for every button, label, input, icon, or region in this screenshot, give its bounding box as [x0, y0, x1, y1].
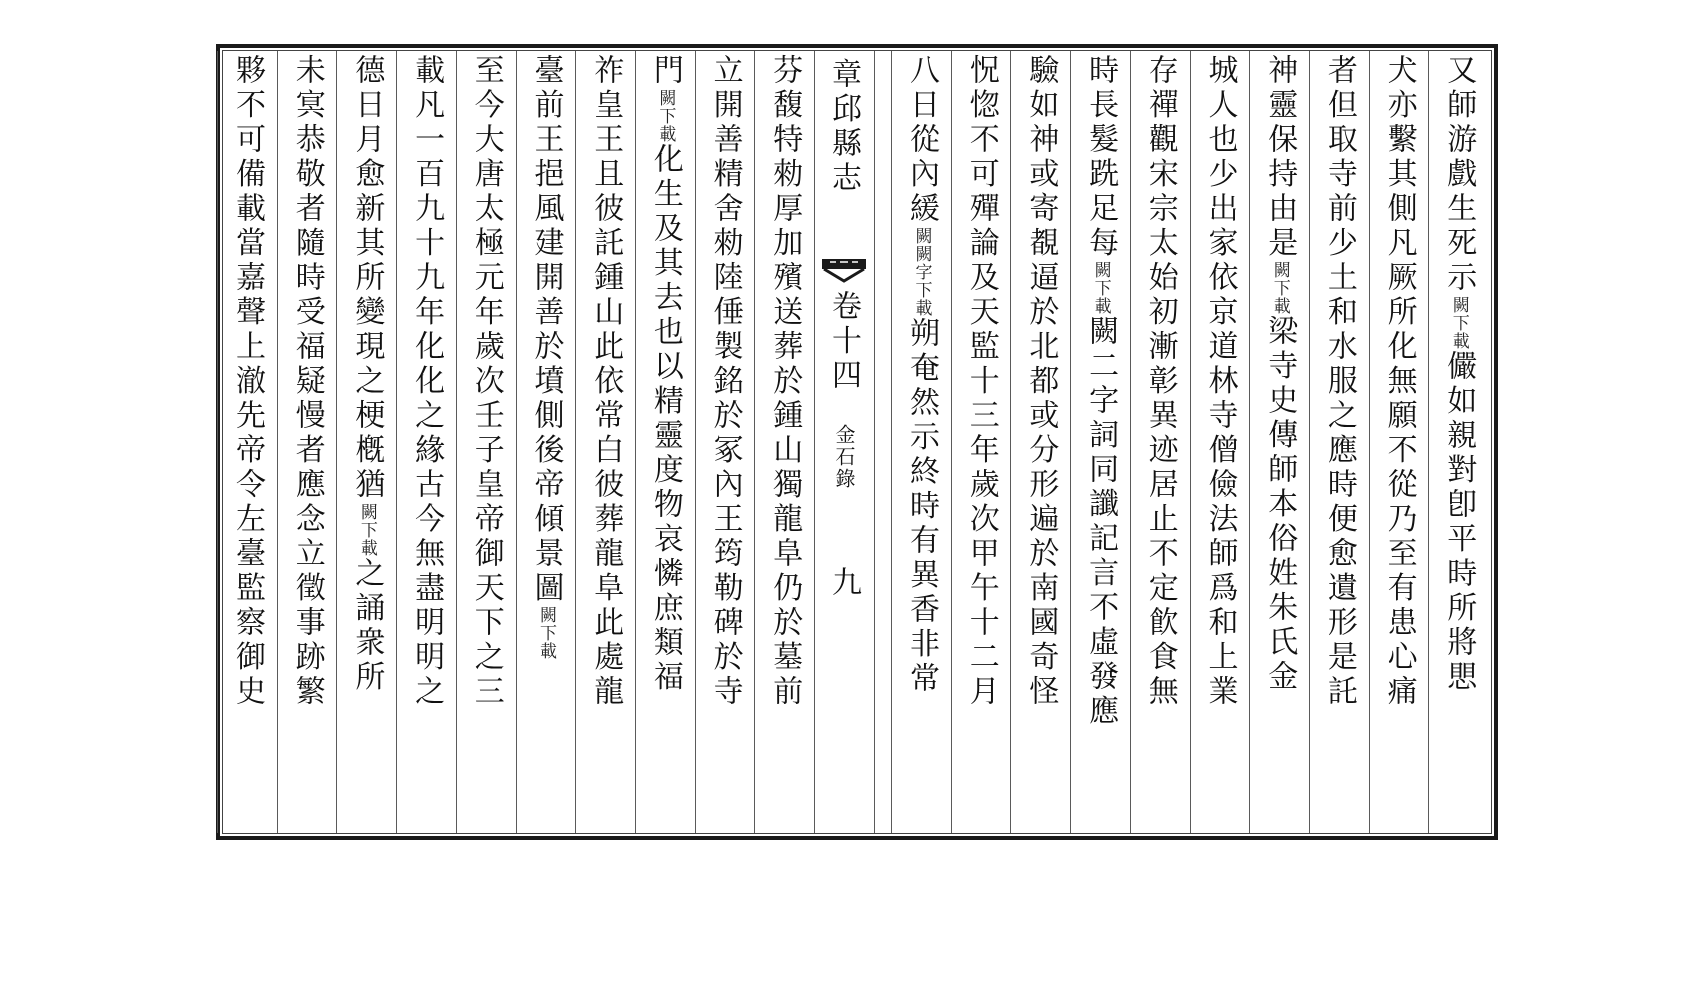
column-text: 載凡一百九十九年化化之緣古今無盡明明之 [409, 54, 445, 710]
center-spine [814, 54, 874, 830]
column-rule [891, 51, 892, 833]
column-text: 臺前王挹風建開善於墳側後帝傾景圖 [528, 54, 564, 606]
column-text: 城人也少出家依京道林寺僧儉法師爲和上業 [1202, 54, 1238, 710]
spine-section-title: 金石錄 [832, 424, 856, 490]
text-column [1249, 54, 1309, 830]
column-text: 犬亦繫其側凡厥所化無願不從乃至有患心痛 [1381, 54, 1417, 710]
column-text: 儼如親對卽平時所將愳 [1441, 349, 1477, 695]
column-text: 至今大唐太極元年歲次壬子皇帝御天下之三 [468, 54, 504, 710]
text-column [695, 54, 755, 830]
column-text: 又師游戲生死示 [1441, 54, 1477, 296]
spine-volume: 卷十四 [826, 290, 861, 394]
interlinear-note: 闕下載 [1090, 261, 1111, 315]
text-column [396, 54, 456, 830]
text-column [1070, 54, 1130, 830]
text-column [456, 54, 516, 830]
interlinear-note: 闕闕字下載 [911, 226, 932, 317]
column-text: 祚皇王且彼託鍾山此依常白彼葬龍阜此處龍 [588, 54, 624, 710]
column-text: 闕二字詞同讖記言不虛發應 [1083, 315, 1119, 729]
column-text: 夥不可備載當嘉聲上澈先帝令左臺監察御史 [230, 54, 265, 710]
column-text: 怳惚不可殫論及天監十三年歲次甲午十二月 [963, 54, 999, 710]
spine-book-title: 章邱縣志 [826, 58, 861, 196]
column-rule [217, 51, 218, 833]
text-column [217, 54, 277, 830]
text-column [1130, 54, 1190, 830]
column-text: 驗如神或寄覩逼於北都或分形遍於南國奇怪 [1023, 54, 1059, 710]
column-text: 化生及其去也以精靈度物哀憐庶類福 [647, 142, 683, 695]
interlinear-note: 闕下載 [536, 606, 556, 660]
text-column [754, 54, 814, 830]
interlinear-note: 闕下載 [655, 88, 676, 143]
column-text: 八日從內緩 [904, 54, 939, 227]
text-column [891, 54, 951, 830]
interlinear-note: 闕下載 [1448, 295, 1469, 350]
text-column [277, 54, 337, 830]
printed-page-frame [216, 44, 1498, 840]
column-text: 芬馥特勑厚加殯送葬於鍾山獨龍阜仍於墓前 [767, 54, 803, 710]
text-column [1428, 54, 1488, 830]
text-column [516, 54, 576, 830]
column-text: 存禪觀宋宗太始初漸彰異迹居止不定飮食無 [1142, 54, 1178, 710]
text-column [336, 54, 396, 830]
column-text: 朔奄然示終時有異香非常 [904, 316, 939, 696]
text-column [635, 54, 695, 830]
spine-page-number: 九 [826, 566, 861, 601]
text-column [1010, 54, 1070, 830]
fishtail-ornament-icon [822, 259, 866, 283]
interlinear-note: 闕下載 [1269, 261, 1290, 315]
column-text: 立開善精舍勑陸倕製銘於冢內王筠勒碑於寺 [707, 54, 743, 710]
interlinear-note: 闕下載 [356, 502, 377, 557]
column-text: 未㝠恭敬者隨時受福疑慢者應念立徵事跡繁 [289, 54, 325, 710]
column-text: 時長髮跣足每 [1083, 54, 1119, 261]
text-column [1309, 54, 1369, 830]
column-text: 梁寺史傳師本俗姓朱氏金 [1262, 315, 1298, 695]
column-text: 神靈保持由是 [1262, 54, 1298, 261]
text-column [1190, 54, 1250, 830]
column-text: 者但取寺前少土和水服之應時便愈遺形是託 [1321, 54, 1357, 710]
text-column [951, 54, 1011, 830]
text-column [1369, 54, 1429, 830]
column-text: 之誦衆所 [349, 556, 385, 695]
column-text: 德日月愈新其所變現之梗槪猶 [349, 54, 385, 503]
column-text: 門 [647, 54, 683, 89]
text-column [575, 54, 635, 830]
spine-rule [874, 51, 875, 833]
